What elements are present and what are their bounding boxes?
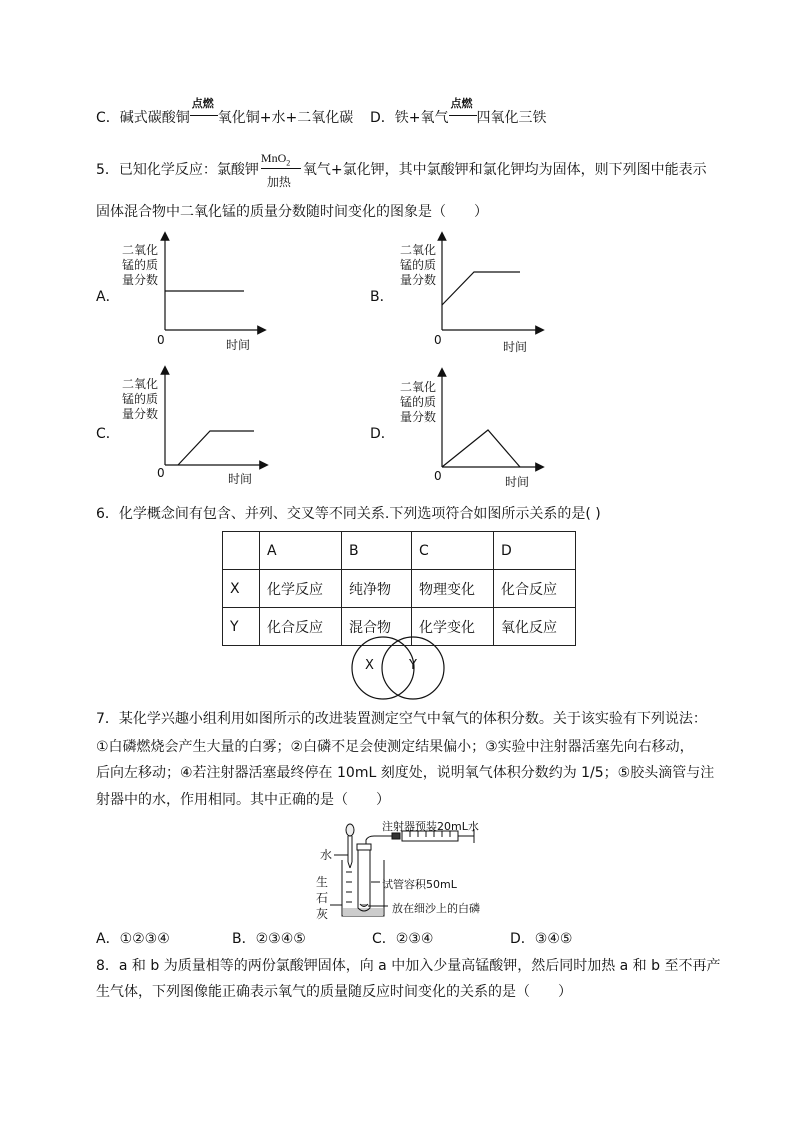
graph-d — [442, 372, 540, 467]
q7-stem-line2: ①白磷燃烧会产生大量的白雾；②白磷不足会使测定结果偏小；③实验中注射器活塞先向右移动， — [96, 739, 694, 755]
table-header-cell — [223, 532, 260, 570]
q7-stem-line4: 射器中的水，作用相同。其中正确的是（ ） — [96, 792, 390, 808]
table-cell: X — [223, 570, 260, 608]
q6-relation-table — [222, 531, 576, 646]
q7-option-a: A．①②③④ — [96, 931, 170, 947]
table-cell: 化合反应 — [260, 608, 342, 646]
table-cell: 混合物 — [342, 608, 412, 646]
table-header-cell: C — [412, 532, 494, 570]
option-d-label: D． — [370, 426, 395, 442]
graph-d-ylabel: 二氧化 锰的质 量分数 — [400, 380, 437, 424]
phosphorus-label: 放在细沙上的白磷 — [392, 902, 480, 915]
syringe-label: 注射器预装20mL水 — [382, 820, 479, 833]
graph-b-curve — [442, 272, 520, 305]
graph-c-xlabel: 时间 — [228, 472, 253, 486]
option-a-label: A． — [96, 289, 120, 305]
q5-prefix: 5．已知化学反应：氯酸钾 — [96, 162, 259, 178]
table-cell: 化合反应 — [494, 570, 576, 608]
venn-label-x: X — [365, 658, 374, 673]
heat-label: 加热 — [266, 175, 291, 189]
graph-a-xlabel: 时间 — [226, 338, 251, 352]
product-text: 四氧化三铁 — [476, 110, 547, 126]
table-cell: 纯净物 — [342, 570, 412, 608]
water-label: 水 — [320, 848, 333, 862]
graph-c-curve — [178, 431, 254, 465]
q8-stem-line2: 生气体，下列图像能正确表示氧气的质量随反应时间变化的关系的是（ ） — [96, 984, 572, 1000]
graph-c — [165, 370, 264, 465]
q5-suffix: 氧气+氯化钾，其中氯酸钾和氯化钾均为固体，则下列图中能表示 — [302, 162, 707, 178]
graph-b-xlabel: 时间 — [503, 340, 528, 354]
q7-option-c: C．②③④ — [372, 931, 434, 947]
table-cell: 物理变化 — [412, 570, 494, 608]
venn-label-y: Y — [409, 658, 417, 673]
product-text: 氧化铜+水+二氧化碳 — [217, 110, 354, 126]
q7-option-d: D．③④⑤ — [510, 931, 573, 947]
table-header-cell: B — [342, 532, 412, 570]
table-cell: Y — [223, 608, 260, 646]
catalyst-label: MnO — [260, 151, 287, 165]
q7-option-b: B．②③④⑤ — [232, 931, 306, 947]
table-header-cell: D — [494, 532, 576, 570]
q5-stem-line2: 固体混合物中二氧化锰的质量分数随时间变化的图象是（ ） — [96, 204, 488, 220]
condition-label: 点燃 — [450, 97, 473, 110]
graph-a-ylabel: 二氧化 锰的质 量分数 — [122, 243, 159, 287]
tube-volume-label: 试管容积50mL — [382, 878, 457, 891]
option-letter: C． — [96, 110, 120, 126]
table-row — [223, 608, 576, 646]
graph-a-origin: 0 — [157, 333, 165, 347]
lime-label: 生 石 灰 — [316, 875, 329, 921]
reactant-text: 碱式碳酸铜 — [119, 110, 190, 126]
option-c-label: C． — [96, 426, 120, 442]
option-b-label: B． — [370, 289, 394, 305]
option-letter: D． — [370, 110, 395, 126]
graph-c-ylabel: 二氧化 锰的质 量分数 — [122, 377, 159, 421]
table-cell: 化学反应 — [260, 570, 342, 608]
graph-d-xlabel: 时间 — [505, 475, 530, 489]
graph-b — [442, 236, 540, 330]
q7-stem-line3: 后向左移动；④若注射器活塞最终停在 10mL 刻度处，说明氧气体积分数约为 1/5；⑤胶头滴管与注 — [96, 765, 715, 781]
q6-stem: 6．化学概念间有包含、并列、交叉等不同关系.下列选项符合如图所示关系的是( ) — [96, 506, 601, 522]
table-cell: 化学变化 — [412, 608, 494, 646]
condition-label: 点燃 — [191, 97, 214, 110]
table-row — [223, 570, 576, 608]
graph-b-origin: 0 — [434, 333, 442, 347]
graph-b-ylabel: 二氧化 锰的质 量分数 — [400, 243, 437, 287]
table-header-row — [223, 532, 576, 570]
graph-c-origin: 0 — [157, 466, 165, 480]
catalyst-subscript: 2 — [286, 158, 291, 168]
graph-d-curve — [442, 430, 520, 467]
reactant-text: 铁+氧气 — [394, 110, 449, 126]
graph-a — [165, 236, 262, 330]
q8-stem-line1: 8．a 和 b 为质量相等的两份氯酸钾固体，向 a 中加入少量高锰酸钾，然后同时加热 a 和 b 至不再产 — [96, 958, 721, 974]
table-cell: 氧化反应 — [494, 608, 576, 646]
q7-stem-line1: 7．某化学兴趣小组利用如图所示的改进装置测定空气中氧气的体积分数。关于该实验有下列说法： — [96, 711, 707, 727]
table-header-cell: A — [260, 532, 342, 570]
graph-d-origin: 0 — [434, 469, 442, 483]
